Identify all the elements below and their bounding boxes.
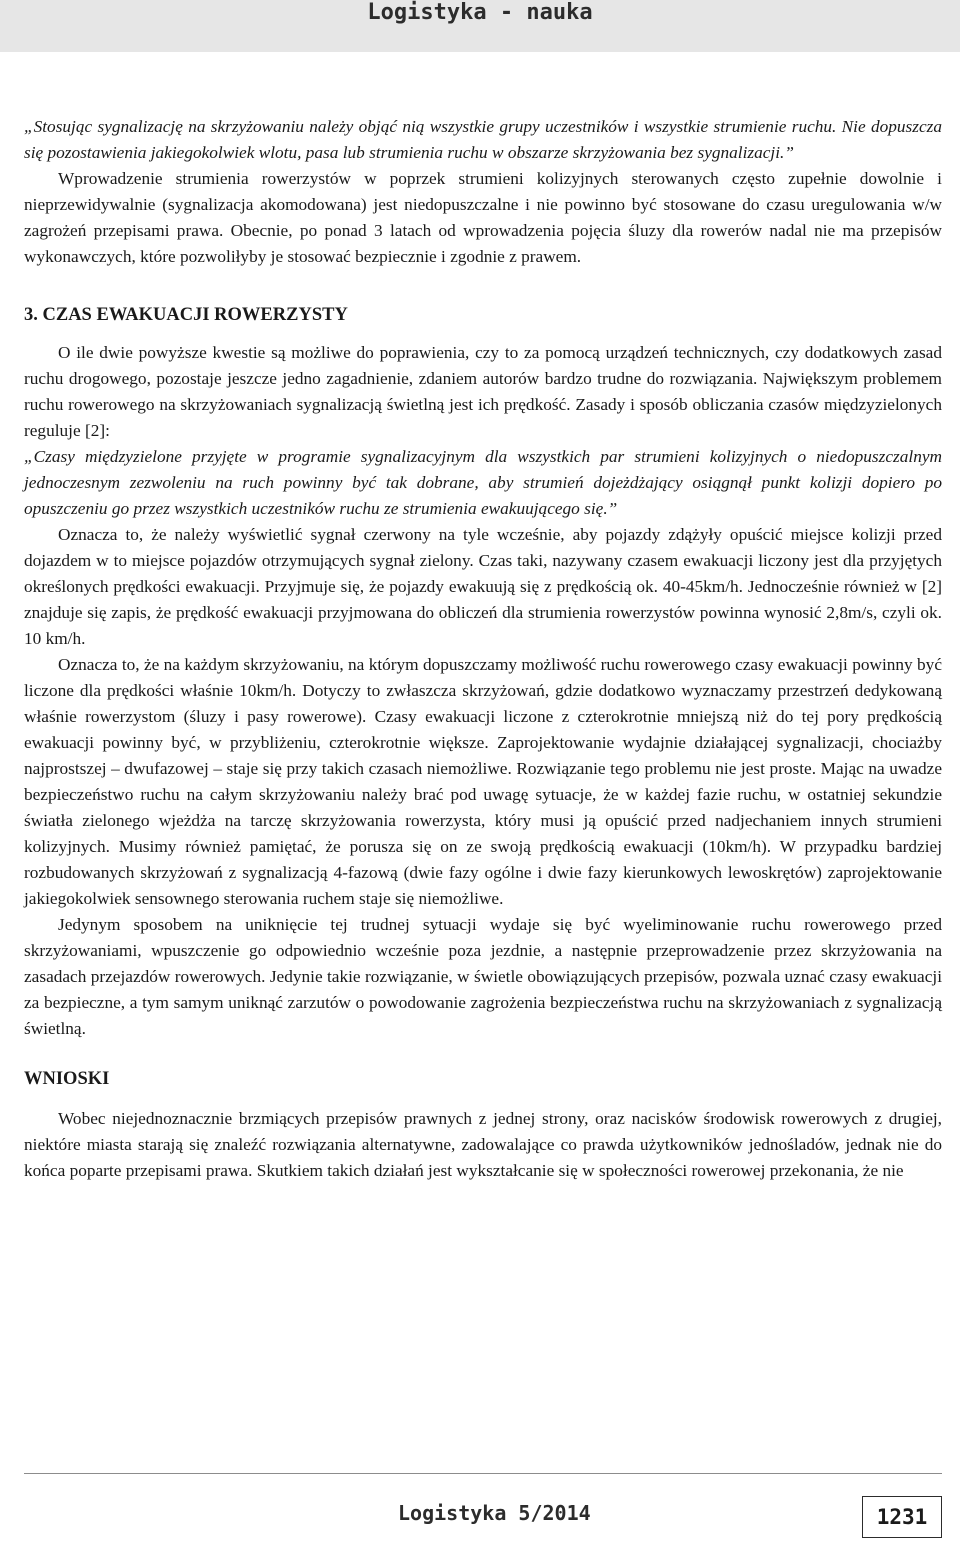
header-band — [0, 0, 960, 52]
body-paragraph: Oznacza to, że na każdym skrzyżowaniu, na którym dopuszczamy możliwość ruchu rowerowego czasy ewakuacji powinny być liczone dla prędkości właśnie 10km/h. Dotyczy to zwłaszcza skrzyżowań, gdzie dodatkowo wyznaczamy przestrzeń dedykowaną właśnie rowerzystom (śluzy i pasy rowerowe). Czasy ewakuacji liczone z czterokrotnie mniejszą niż do tej pory prędkością ewakuacji powinny być, w przybliżeniu, czterokrotnie większe. Zaprojektowanie wydajnie działającej sygnalizacji, chociażby najprostszej – dwufazowej – staje się przy takich czasach niemożliwe. Rozwiązanie tego problemu nie jest proste. Mając na uwadze bezpieczeństwo ruchu na całym skrzyżowaniu należy brać pod uwagę sytuacje, że w każdej fazie ruchu, w ostatniej sekundzie światła zielonego wjeżdża na tarczę skrzyżowania rowerzysta, który musi ją opuścić przed nadjechaniem innych strumieni kolizyjnych. Musimy również pamiętać, że porusza się on ze swoją prędkością ewakuacji (10km/h). W przypadku bardziej rozbudowanych skrzyżowań z sygnalizacją 4-fazową (dwie fazy ogólne i dwie fazy kierunkowych lewoskrętów) zaprojektowanie jakiegokolwiek sensownego sterowania ruchem staje się niemożliwe. — [24, 655, 942, 908]
quote-paragraph: „Czasy międzyzielone przyjęte w programie sygnalizacyjnym dla wszystkich par strumieni kolizyjnych o niedopuszczalnym jednoczesnym zezwoleniu na ruch powinny być tak dobrane, aby strumień dojeżdżający osiągnął punkt kolizji dopiero po opuszczeniu go przez wszystkich uczestników ruchu ze strumienia ewakuującego się.” — [24, 447, 942, 518]
page-number-box — [862, 1496, 942, 1538]
page-number: 1231 — [876, 1505, 928, 1529]
footer-journal-title: Logistyka 5/2014 — [398, 1501, 591, 1525]
footer-divider — [24, 1473, 942, 1474]
conclusions-heading: WNIOSKI — [24, 1069, 110, 1089]
body-paragraph: O ile dwie powyższe kwestie są możliwe do poprawienia, czy to za pomocą urządzeń technicznych, czy dodatkowych zasad ruchu drogowego, pozostaje jeszcze jedno zagadnienie, zdaniem autorów bardzo trudne do rozwiązania. Największym problemem ruchu rowerowego na skrzyżowaniach sygnalizacją świetlną jest ich prędkość. Zasady i sposób obliczania czasów międzyzielonych reguluje [2]: — [24, 343, 942, 440]
body-paragraph: Jedynym sposobem na uniknięcie tej trudnej sytuacji wydaje się być wyeliminowanie ruchu rowerowego przed skrzyżowaniami, wpuszczenie go odpowiednio wcześnie poza jezdnie, a następnie przeprowadzenie przez skrzyżowania na zasadach przejazdów rowerowych. Jedynie takie rozwiązanie, w świetle obowiązujących przepisów, pozwala uznać czasy ewakuacji za bezpieczne, a tym samym uniknąć zarzutów o powodowanie zagrożenia bezpieczeństwa ruchu na skrzyżowaniach z sygnalizacją świetlną. — [24, 915, 942, 1038]
section-heading: 3. CZAS EWAKUACJI ROWERZYSTY — [24, 305, 348, 325]
body-paragraph: Oznacza to, że należy wyświetlić sygnał czerwony na tyle wcześnie, aby pojazdy zdążyły opuścić miejsce kolizji przed dojazdem w to miejsce pojazdów otrzymujących sygnał zielony. Czas taki, nazywany czasem ewakuacji liczony jest dla przyjętych określonych prędkości ewakuacji. Przyjmuje się, że pojazdy ewakuują się z prędkością ok. 40-45km/h. Jednocześnie również w [2] znajduje się zapis, że prędkość ewakuacji przyjmowana do obliczeń dla strumienia rowerzystów powinna wynosić 2,8m/s, czyli ok. 10 km/h. — [24, 525, 942, 648]
quote-paragraph: „Stosując sygnalizację na skrzyżowaniu należy objąć nią wszystkie grupy uczestników i wszystkie strumienie ruchu. Nie dopuszcza się pozostawienia jakiegokolwiek wlotu, pasa lub strumienia ruchu w obszarze skrzyżowania bez sygnalizacji.” — [24, 117, 942, 162]
body-paragraph: Wprowadzenie strumienia rowerzystów w poprzek strumieni kolizyjnych sterowanych często zupełnie dowolnie i nieprzewidywalnie (sygnalizacja akomodowana) jest niedopuszczalne i nie powinno być stosowane do czasu uregulowania w/w zagrożeń przepisami prawa. Obecnie, po ponad 3 latach od wprowadzenia pojęcia śluzy dla rowerów nadal nie ma przepisów wykonawczych, które pozwoliłyby je stosować bezpiecznie i zgodnie z prawem. — [24, 169, 942, 266]
article-body — [24, 114, 942, 1184]
body-paragraph: Wobec niejednoznacznie brzmiących przepisów prawnych z jednej strony, oraz nacisków środowisk rowerowych z drugiej, niektóre miasta starają się znaleźć rozwiązania alternatywne, zadowalające co prawda użytkowników jednośladów, jednak nie do końca poparte przepisami prawa. Skutkiem takich działań jest wykształcanie się w społeczności rowerowej przekonania, że nie — [24, 1109, 942, 1180]
running-header-title: Logistyka - nauka — [367, 0, 593, 25]
